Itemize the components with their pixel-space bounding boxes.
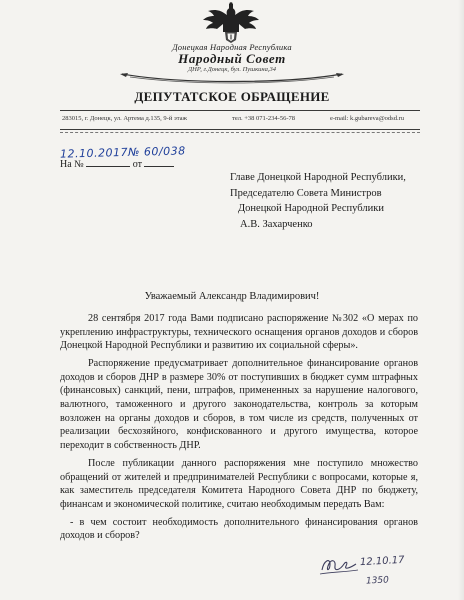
handwritten-signature bbox=[318, 552, 362, 578]
contact-phone: тел. +38 071-234-56-78 bbox=[232, 115, 296, 122]
handwritten-date: 12.10.17 bbox=[359, 554, 405, 569]
reference-no-blank bbox=[86, 158, 130, 167]
reference-from-label: от bbox=[132, 159, 142, 170]
page-edge-shadow bbox=[458, 0, 464, 600]
header-rule-bottom bbox=[60, 129, 420, 130]
salutation: Уважаемый Александр Владимирович! bbox=[144, 291, 320, 302]
contact-email-label: e-mail: bbox=[330, 115, 349, 122]
document-type-title: ДЕПУТАТСКОЕ ОБРАЩЕНИЕ bbox=[134, 89, 330, 104]
addressee-block bbox=[230, 170, 406, 232]
addressee-line4: А.В. Захарченко bbox=[240, 218, 313, 230]
body-paragraph-4: - в чем состоит необходимость дополнительного финансирования органов доходов и сборов? bbox=[60, 516, 418, 542]
header-rule-top bbox=[60, 110, 420, 111]
header-rule-dashed bbox=[60, 132, 420, 133]
addressee-line1: Главе Донецкой Народной Республики, bbox=[230, 172, 406, 183]
letter-body bbox=[60, 312, 418, 548]
addressee-line2: Председателю Совета Министров bbox=[230, 187, 382, 199]
body-paragraph-1: 28 сентября 2017 года Вами подписано распоряжение №302 «О мерах по укреплению инфраструктуры, технического оснащения органов доходов и сборов Донецкой Народной Республики и развитию их социальной сферы». bbox=[60, 313, 418, 352]
letterhead-org bbox=[0, 42, 464, 73]
contact-email: k.gubareva@odsd.ru bbox=[350, 115, 404, 122]
org-address-line: ДНР, г.Донецк, бул. Пушкина,34 bbox=[188, 66, 276, 73]
contacts-line bbox=[62, 115, 418, 127]
contact-address: 283015, г. Донецк, ул. Артема д.135, 9-й этаж bbox=[62, 115, 188, 122]
body-paragraph-2: Распоряжение предусматривает дополнительное финансирование органов доходов и сборов ДНР в размере 30% от поступивших в бюджет сумм штрафных (финансовых) санкций, пени, штрафов, примененных за нарушение налогового, валютного, таможенного и другого законодательства, контроль за которым возложен на органы доходов и сборов, в том числе из средств, полученных от реализации бесхозяйного, конфискованного и другого имущества, которое переходит в собственность ДНР. bbox=[60, 358, 418, 451]
decorative-ribbon bbox=[120, 72, 344, 84]
reference-from-blank bbox=[144, 158, 174, 167]
org-name-line1: Донецкая Народная Республика bbox=[172, 42, 292, 52]
reference-no-label: На № bbox=[60, 159, 84, 170]
registration-number-handwritten: 12.10.2017№ 60/038 bbox=[59, 144, 186, 161]
body-paragraph-3: После публикации данного распоряжения мне поступило множество обращений от жителей и предпринимателей Республики с вопросами, которые я, как заместитель председателя Комитета Народного Совета ДНР по бюджету, финансам и экономической политике, считаю необходимым передать Вам: bbox=[60, 457, 418, 510]
coat-of-arms-emblem bbox=[200, 2, 262, 44]
reference-line bbox=[60, 158, 174, 170]
addressee-line3: Донецкой Народной Республики bbox=[238, 203, 384, 214]
handwritten-number: 1350 bbox=[365, 575, 390, 587]
org-name-line2: Народный Совет bbox=[178, 51, 286, 66]
